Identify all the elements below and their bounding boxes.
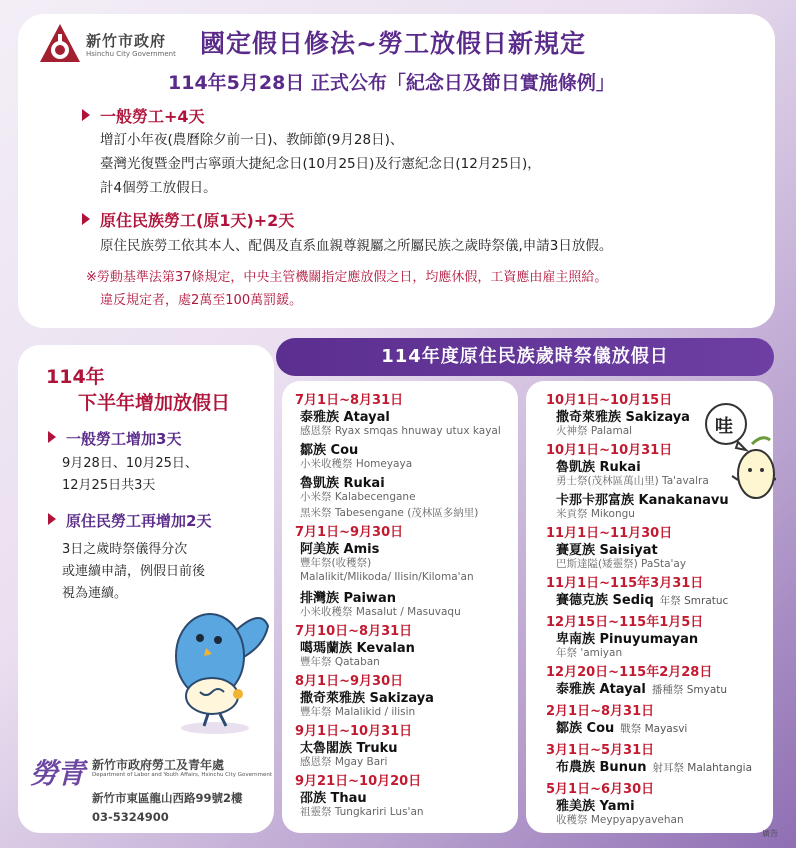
festival-name: 年祭 'amiyan (556, 647, 623, 659)
festival-name: 火神祭 Palamal (556, 425, 633, 437)
left-title: 下半年增加放假日 (78, 392, 231, 414)
tribe-label: 阿美族 Amis (300, 542, 380, 557)
section-line: 原住民族勞工依其本人、配偶及直系血親尊親屬之所屬民族之歲時祭儀,申請3日放假。 (100, 238, 613, 254)
tribe-label: 撒奇萊雅族 Sakizaya (556, 410, 690, 425)
festival-name: 感恩祭 Mgay Bari (300, 756, 388, 768)
festival-date: 10月1日~10月31日 (546, 443, 673, 458)
department-name: 新竹市政府勞工及青年處 (92, 758, 225, 772)
festival-banner: 114年度原住民族歲時祭儀放假日 (276, 338, 774, 376)
tribe-label: 賽夏族 Saisiyat (556, 543, 658, 558)
tribe-label: 魯凱族 Rukai (300, 476, 385, 491)
festival-name: 豐年祭(收穫祭) (300, 557, 372, 569)
section-heading-indigenous: 原住民族勞工(原1天)+2天 (82, 208, 294, 231)
department-address: 新竹市東區龍山西路99號2樓 (92, 791, 243, 805)
triangle-bullet-icon (82, 213, 90, 225)
left-line: 9月28日、10月25日、 (62, 456, 198, 471)
tribe-label: 雅美族 Yami (556, 799, 635, 814)
festival-date: 10月1日~10月15日 (546, 393, 673, 408)
festival-date: 3月1日~5月31日 (546, 743, 655, 758)
festival-date: 12月15日~115年1月5日 (546, 615, 704, 630)
festival-name: 豐年祭 Qataban (300, 656, 380, 668)
festival-date: 2月1日~8月31日 (546, 704, 655, 719)
festival-date: 7月1日~8月31日 (295, 393, 404, 408)
org-english-name: Hsinchu City Government (86, 50, 176, 58)
festival-name: 感恩祭 Ryax smqas hnuway utux kayal (300, 425, 501, 437)
festival-name: 射耳祭 Malahtangia (652, 762, 753, 774)
tribe-label: 邵族 Thau (300, 791, 367, 806)
festival-name: 年祭 Smratuc (659, 595, 729, 607)
tribe-name (556, 589, 728, 608)
festival-date: 7月10日~8月31日 (295, 624, 413, 639)
festival-name: 小米收穫祭 Masalut / Masuvaqu (300, 606, 461, 618)
department-phone: 03-5324900 (92, 810, 169, 824)
tribe-label: 布農族 Bunun (556, 760, 647, 775)
org-name: 新竹市政府 (86, 32, 167, 50)
left-line: 或連續申請，例假日前後 (62, 564, 206, 579)
tribe-label: 賽德克族 Sediq (556, 593, 654, 608)
festival-name: 豐年祭 Malalikid / ilisin (300, 706, 416, 718)
tribe-name (556, 678, 727, 697)
tribe-label: 泰雅族 Atayal (556, 682, 646, 697)
ad-label: 廣告 (762, 829, 778, 838)
tribe-label: 泰雅族 Atayal (300, 410, 390, 425)
left-heading-indigenous: 原住民勞工再增加2天 (48, 510, 211, 531)
festival-name: Malalikit/Mlikoda/ Ilisin/Kiloma'an (300, 571, 474, 583)
tribe-label: 魯凱族 Rukai (556, 460, 641, 475)
section-line: 臺灣光復暨金門古寧頭大捷紀念日(10月25日)及行憲紀念日(12月25日)， (100, 156, 541, 172)
left-heading-general: 一般勞工增加3天 (48, 428, 181, 449)
festival-name: 黑米祭 Tabesengane (茂林區多納里) (300, 507, 479, 519)
festival-date: 12月20日~115年2月28日 (546, 665, 713, 680)
tribe-label: 撒奇萊雅族 Sakizaya (300, 691, 434, 706)
left-line: 視為連續。 (62, 586, 128, 601)
city-logo (38, 22, 198, 70)
left-line: 3日之歲時祭儀得分次 (62, 542, 188, 557)
legal-note: 違反規定者，處2萬至100萬罰鍰。 (100, 293, 303, 308)
festival-date: 9月1日~10月31日 (295, 724, 413, 739)
tribe-label: 噶瑪蘭族 Kevalan (300, 641, 415, 656)
pear-mascot-icon (700, 398, 776, 502)
triangle-bullet-icon (82, 109, 90, 121)
festival-name: 戰祭 Mayasvi (620, 723, 688, 735)
triangle-bullet-icon (48, 513, 56, 525)
page-subtitle: 114年5月28日 正式公布「紀念日及節日實施條例」 (168, 72, 615, 94)
bird-mascot-icon (160, 596, 272, 736)
festival-name: 巴斯達隘(矮靈祭) PaSta'ay (556, 558, 687, 570)
tribe-label: 排灣族 Paiwan (300, 591, 396, 606)
tribe-label: 卡那卡那富族 Kanakanavu (556, 493, 729, 508)
left-title-year: 114年 (46, 366, 105, 388)
tribe-name (556, 717, 687, 736)
speech-bubble-text: 哇 (715, 416, 733, 437)
festival-date: 11月1日~11月30日 (546, 526, 673, 541)
festival-date: 8月1日~9月30日 (295, 674, 404, 689)
section-heading-general: 一般勞工+4天 (82, 104, 205, 127)
tribe-label: 鄒族 Cou (556, 721, 615, 736)
left-line: 12月25日共3天 (62, 478, 156, 493)
festival-date: 5月1日~6月30日 (546, 782, 655, 797)
festival-date: 11月1日~115年3月31日 (546, 576, 704, 591)
department-logo-mark: 勞青 (30, 757, 85, 790)
triangle-bullet-icon (48, 431, 56, 443)
festival-name: 祖靈祭 Tungkariri Lus'an (300, 806, 424, 818)
festival-date: 7月1日~9月30日 (295, 525, 404, 540)
department-english-name: Department of Labor and Youth Affairs, Hsinchu City Government (92, 772, 273, 778)
tribe-label: 太魯閣族 Truku (300, 741, 398, 756)
festival-name: 收穫祭 Meypyapyavehan (556, 814, 684, 826)
section-line: 增訂小年夜(農曆除夕前一日)、教師節(9月28日)、 (100, 132, 404, 148)
festival-name: 小米祭 Kalabecengane (300, 491, 416, 503)
festival-name: 小米收穫祭 Homeyaya (300, 458, 413, 470)
legal-note: ※勞動基準法第37條規定，中央主管機關指定應放假之日，均應休假，工資應由雇主照給。 (86, 270, 608, 285)
festival-name: 勇士祭(茂林區萬山里) Ta'avalra (556, 475, 709, 487)
festival-date: 9月21日~10月20日 (295, 774, 422, 789)
page-title: 國定假日修法~勞工放假日新規定 (200, 29, 586, 58)
festival-name: 播種祭 Smyatu (651, 684, 728, 696)
tribe-label: 卑南族 Pinuyumayan (556, 632, 699, 647)
section-line: 計4個勞工放假日。 (100, 180, 217, 196)
festival-name: 米貢祭 Mikongu (556, 508, 635, 520)
city-logo-icon (38, 22, 82, 66)
tribe-name (556, 756, 752, 775)
tribe-label: 鄒族 Cou (300, 443, 359, 458)
